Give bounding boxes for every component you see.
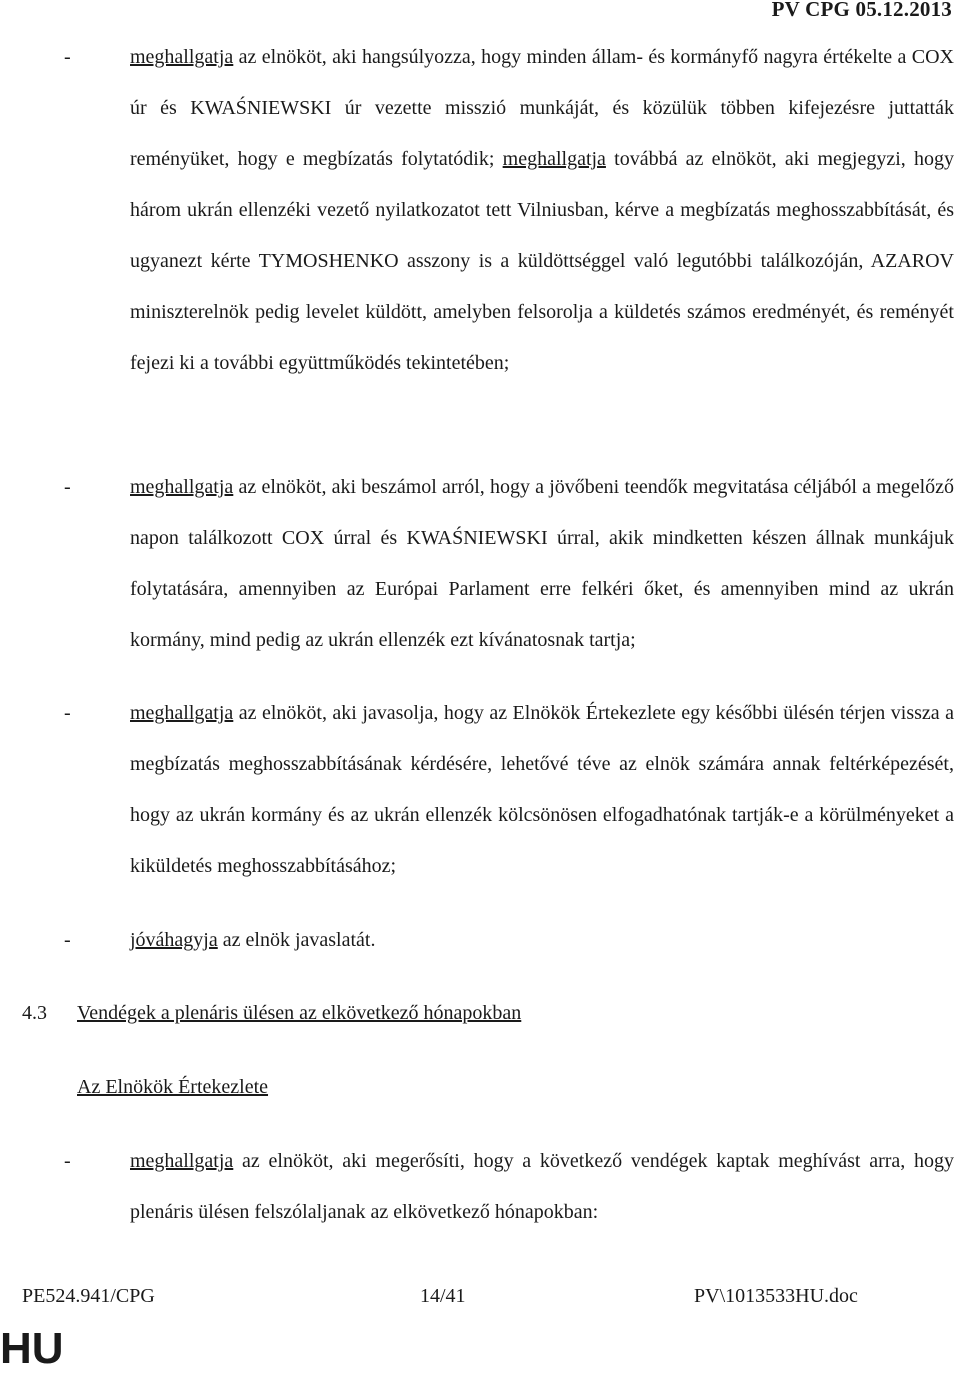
bullet-body: az elnököt, aki javasolja, hogy az Elnökök Értekezlete egy későbbi ülésén térjen vissza a megbízatás meghosszabbításának kérdésére, lehetővé téve az elnök számára annak feltérképezését, hogy az ukrán kormány és az ukrán ellenzék kölcsönösen elfogadhatónak tartják-e a körülményeket a kiküldetés meghosszabbításához; bbox=[130, 702, 954, 877]
bullet-dash: - bbox=[64, 702, 71, 724]
action-verb: jóváhagyja bbox=[130, 929, 218, 951]
bullet-body: az elnököt, aki hangsúlyozza, hogy minden állam- és kormányfő nagyra értékelte a COX úr és KWAŚNIEWSKI úr vezette misszió munkáját, és közülük többen kifejezésre juttatták reményüket, hogy e megbízatás folytatódik; bbox=[130, 46, 954, 170]
list-item bbox=[64, 915, 954, 966]
footer-filename: PV\1013533HU.doc bbox=[694, 1285, 858, 1307]
section-number: 4.3 bbox=[22, 1002, 47, 1024]
bullet-body: továbbá az elnököt, aki megjegyzi, hogy három ukrán ellenzéki vezető nyilatkozatot tett Vilniusban, kérve a megbízatás meghosszabbítását, és ugyanezt kérte TYMOSHENKO asszony is a küldöttséggel való legutóbbi találkozóján, AZAROV miniszterelnök pedig levelet küldött, amelyben felsorolja a küldetés számos eredményét, és reményét fejezi ki a további együttműködés tekintetében; bbox=[130, 148, 955, 374]
bullet-body: az elnököt, aki beszámol arról, hogy a jövőbeni teendők megvitatása céljából a megelőző napon találkozott COX úrral és KWAŚNIEWSKI úrral, akik mindketten készen állnak munkájuk folytatására, amennyiben az Európai Parlament erre felkéri őket, és amennyiben mind az ukrán kormány, mind pedig az ukrán ellenzék ezt kívánatosnak tartja; bbox=[130, 476, 954, 651]
action-verb: meghallgatja bbox=[130, 1150, 234, 1172]
action-verb: meghallgatja bbox=[130, 702, 234, 724]
action-verb: meghallgatja bbox=[130, 476, 234, 498]
list-item bbox=[64, 32, 954, 452]
bullet-text bbox=[130, 32, 954, 389]
footer-doc-ref: PE524.941/CPG bbox=[22, 1285, 155, 1307]
list-item bbox=[64, 1136, 954, 1238]
action-verb: meghallgatja bbox=[130, 46, 234, 68]
list-item bbox=[64, 688, 954, 898]
action-verb: meghallgatja bbox=[502, 148, 606, 170]
document-reference: PV CPG 05.12.2013 bbox=[771, 0, 952, 21]
section-title: Vendégek a plenáris ülésen az elkövetkező hónapokban bbox=[77, 1002, 522, 1024]
bullet-dash: - bbox=[64, 46, 71, 68]
bullet-text bbox=[130, 688, 954, 892]
page-number: 14/41 bbox=[420, 1285, 466, 1307]
bullet-text bbox=[130, 462, 954, 666]
list-item bbox=[64, 462, 954, 672]
bullet-dash: - bbox=[64, 1150, 71, 1172]
bullet-dash: - bbox=[64, 929, 71, 951]
bullet-body: az elnök javaslatát. bbox=[217, 929, 376, 951]
bullet-dash: - bbox=[64, 476, 71, 498]
bullet-text bbox=[130, 915, 954, 966]
bullet-text bbox=[130, 1136, 954, 1238]
subheading: Az Elnökök Értekezlete bbox=[77, 1076, 269, 1098]
bullet-body: az elnököt, aki megerősíti, hogy a következő vendégek kaptak meghívást arra, hogy plenáris ülésen felszólaljanak az elkövetkező hónapokban: bbox=[130, 1150, 954, 1223]
language-code: HU bbox=[0, 1324, 64, 1373]
